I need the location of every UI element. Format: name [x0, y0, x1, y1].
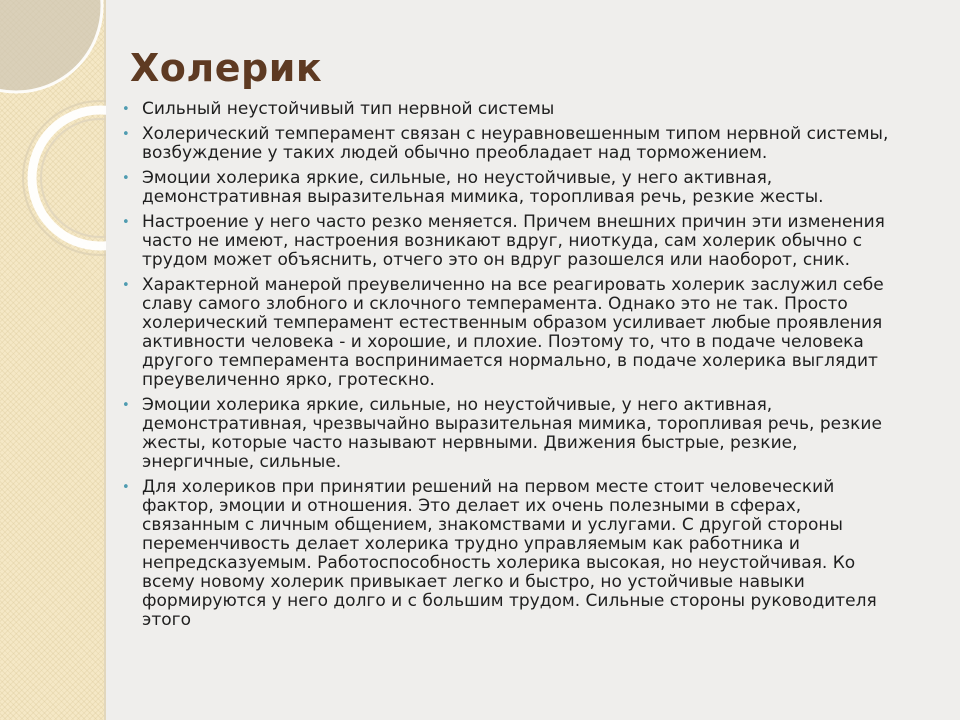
bullet-text: Сильный неустойчивый тип нервной системы	[142, 99, 555, 119]
bullet-marker-icon: •	[122, 278, 130, 293]
bullet-marker-icon: •	[122, 127, 130, 142]
bullet-text: Холерический темперамент связан с неуравновешенным типом нервной системы, возбуждение у таких людей обычно преобладает над торможением.	[142, 124, 889, 163]
bullet-item	[122, 396, 902, 472]
bullet-list	[122, 100, 902, 636]
bullet-marker-icon: •	[122, 480, 130, 495]
bullet-text: Эмоции холерика яркие, сильные, но неустойчивые, у него активная, демонстративная выразительная мимика, торопливая речь, резкие жесты.	[142, 168, 824, 207]
bullet-item	[122, 100, 902, 119]
bullet-item	[122, 276, 902, 390]
bullet-item	[122, 125, 902, 163]
slide-title: Холерик	[130, 46, 323, 90]
bullet-text: Эмоции холерика яркие, сильные, но неустойчивые, у него активная, демонстративная, чрезвычайно выразительная мимика, торопливая речь, резкие жесты, которые часто называют нервными. Движения быстрые, резкие, энергичные, сильные.	[142, 395, 882, 472]
bullet-text: Характерной манерой преувеличенно на все реагировать холерик заслужил себе славу самого злобного и склочного темперамента. Однако это не так. Просто холерический темперамент естественным образом усиливает любые проявления активности человека - и хорошие, и плохие. Поэтому то, что в подаче человека другого темперамента воспринимается нормально, в подаче холерика выглядит преувеличенно ярко, гротескно.	[142, 275, 884, 390]
bullet-text: Настроение у него часто резко меняется. Причем внешних причин эти изменения часто не имеют, настроения возникают вдруг, ниоткуда, сам холерик обычно с трудом может объяснить, отчего это он вдруг разошелся или наоборот, сник.	[142, 212, 885, 270]
bullet-marker-icon: •	[122, 398, 130, 413]
bullet-marker-icon: •	[122, 215, 130, 230]
bullet-text: Для холериков при принятии решений на первом месте стоит человеческий фактор, эмоции и отношения. Это делает их очень полезными в сферах, связанным с личным общением, знакомствами и услугами. С другой стороны переменчивость делает холерика трудно управляемым как работника и непредсказуемым. Работоспособность холерика высокая, но неустойчивая. Ко всему новому холерик привыкает легко и быстро, но устойчивые навыки формируются у него долго и с большим трудом. Сильные стороны руководителя этого	[142, 477, 877, 630]
bullet-marker-icon: •	[122, 102, 130, 117]
bullet-marker-icon: •	[122, 171, 130, 186]
bullet-item	[122, 213, 902, 270]
bullet-item	[122, 169, 902, 207]
decorative-rings-graphic	[0, 0, 106, 720]
bullet-item	[122, 478, 902, 630]
